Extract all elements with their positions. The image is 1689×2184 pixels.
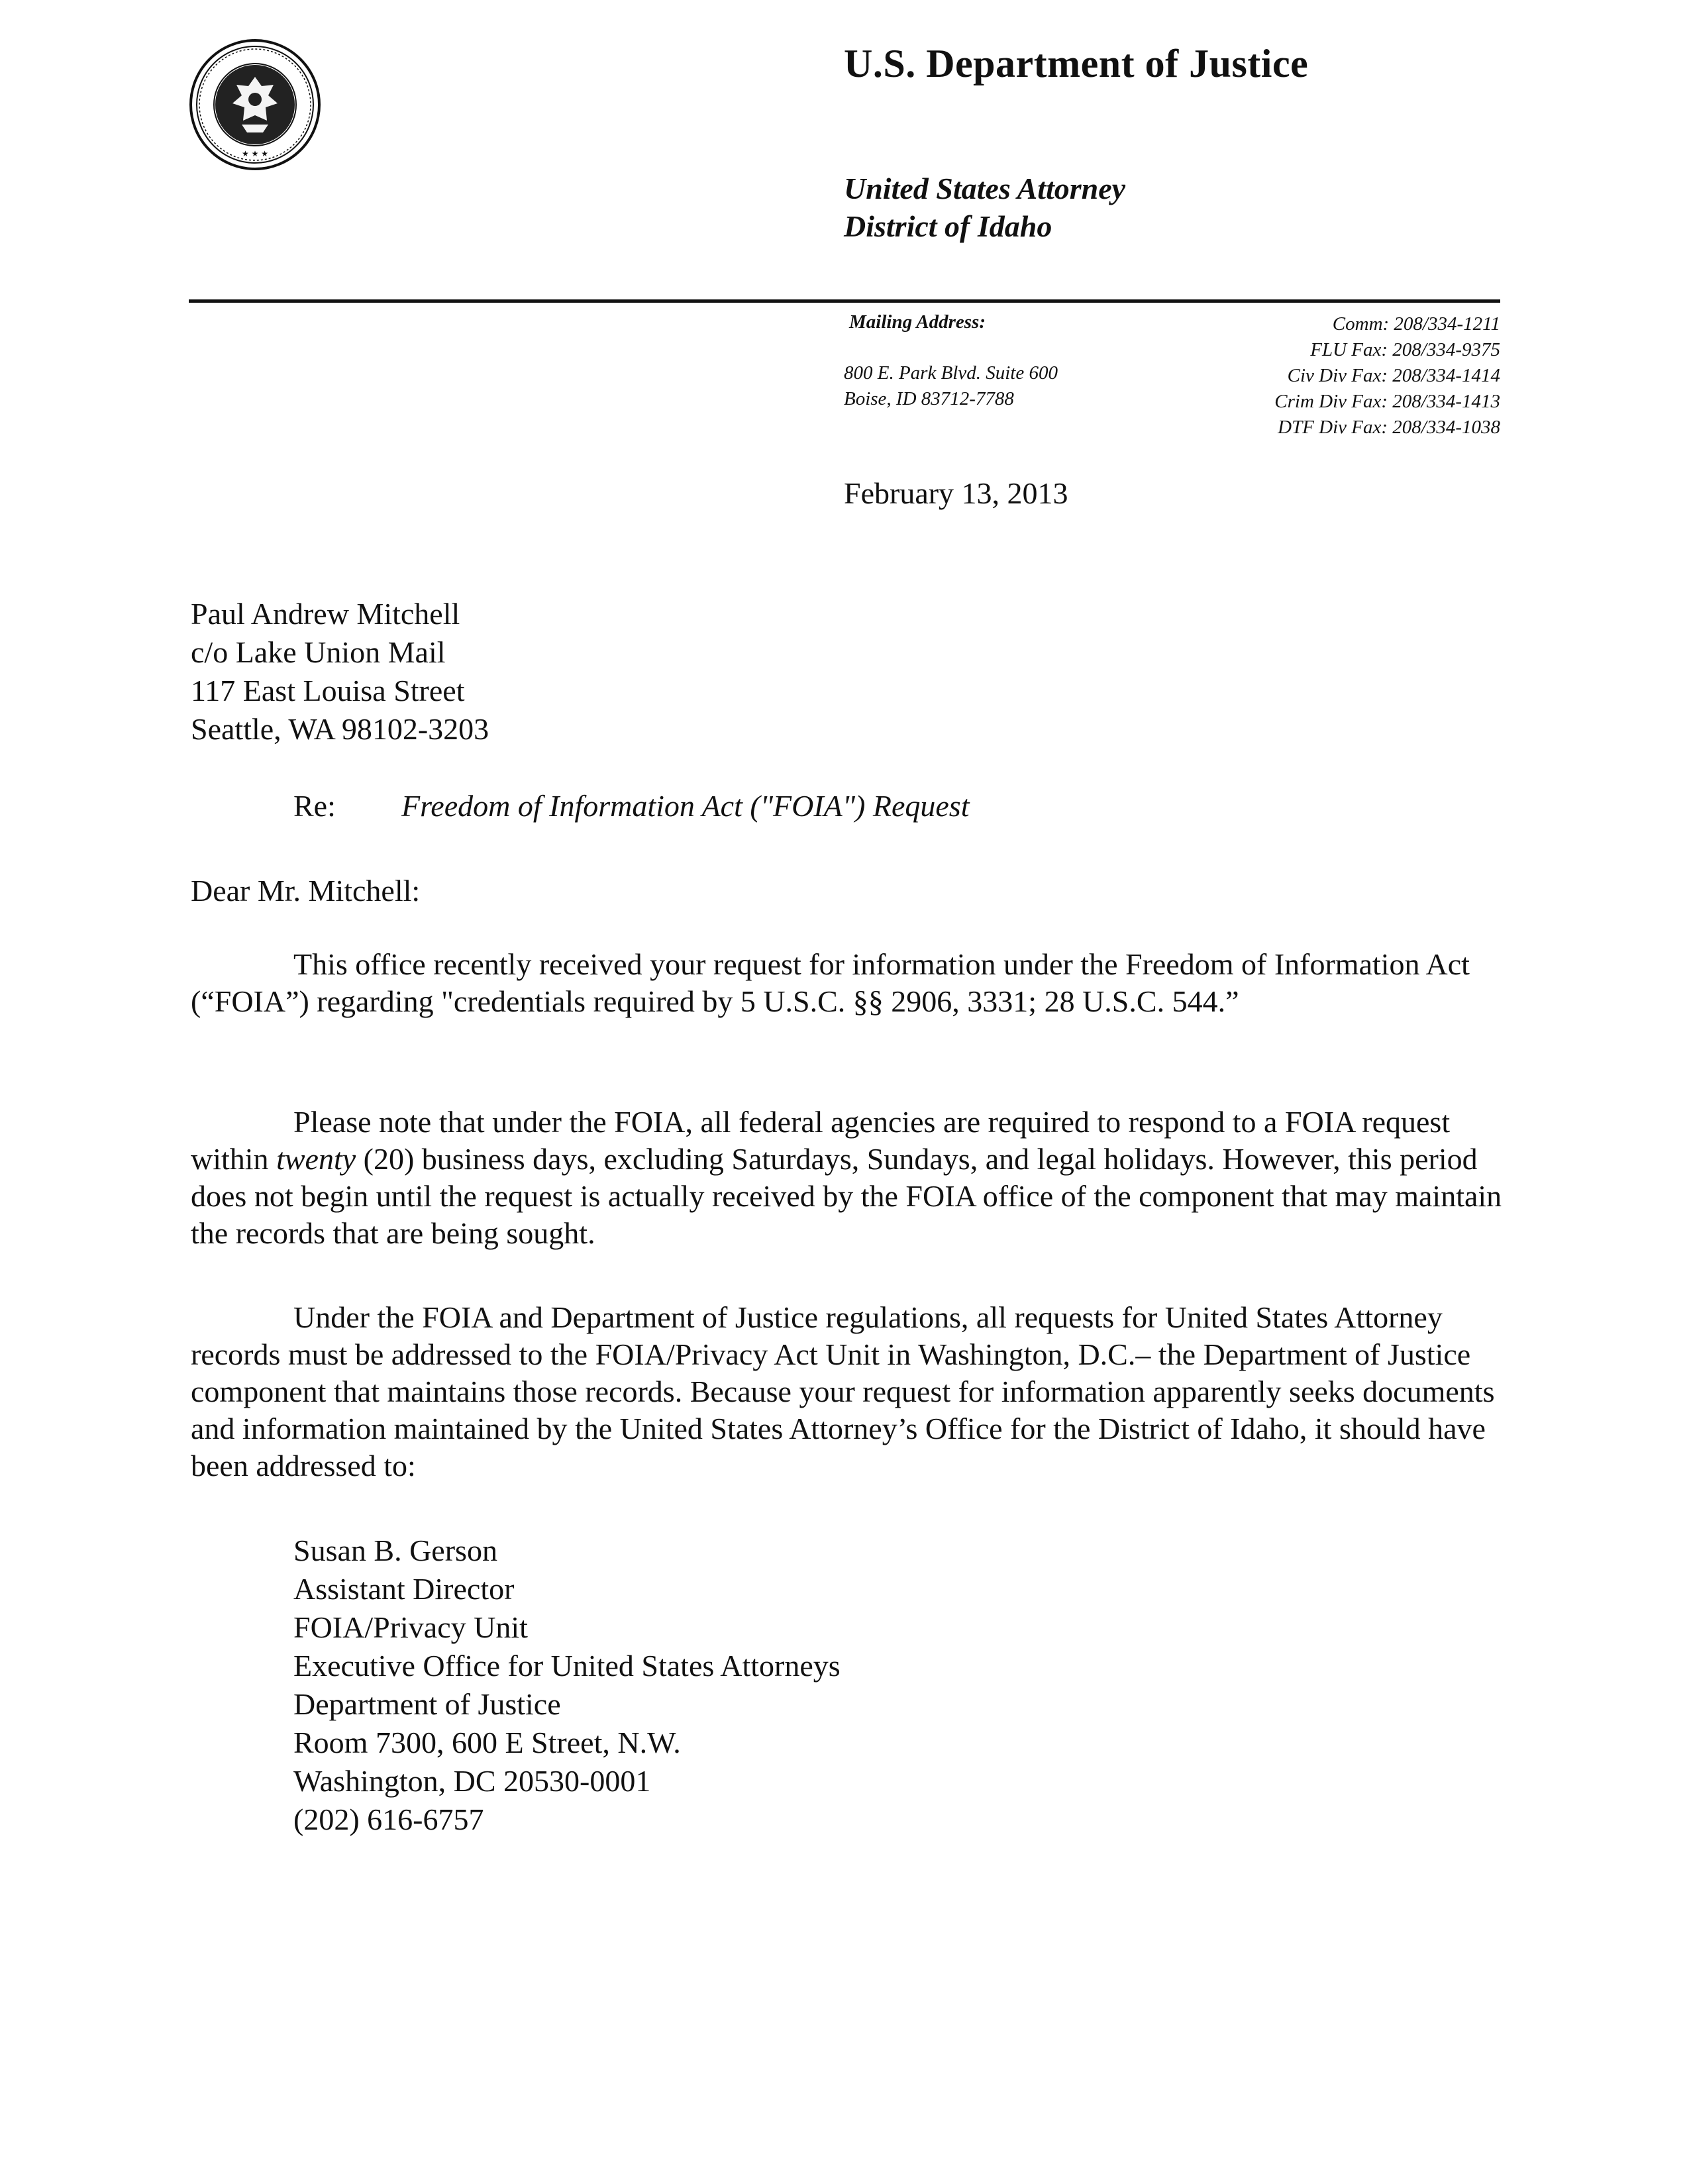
body-paragraph-3 xyxy=(191,1299,1509,1484)
contact-numbers xyxy=(1126,311,1500,441)
contact-block-line: FOIA/Privacy Unit xyxy=(293,1610,528,1644)
department-name: U.S. Department of Justice xyxy=(844,42,1309,85)
letter-date: February 13, 2013 xyxy=(844,476,1068,510)
doj-seal-logo xyxy=(189,38,321,171)
mailing-address xyxy=(844,360,1058,412)
contact-line: DTF Div Fax: 208/334-1038 xyxy=(1278,417,1500,438)
contact-block-line: (202) 616-6757 xyxy=(293,1802,484,1836)
mailing-address-label: Mailing Address: xyxy=(849,311,986,333)
svg-text:★ ★ ★: ★ ★ ★ xyxy=(242,149,268,158)
address-line: Boise, ID 83712-7788 xyxy=(844,388,1014,409)
contact-block-line: Room 7300, 600 E Street, N.W. xyxy=(293,1726,681,1759)
paragraph-text-end: (20) business days, excluding Saturdays, Sundays, and legal holidays. However, this period does not begin until the request is actually received by the FOIA office of the component that may maintain the records that are being sought. xyxy=(191,1142,1502,1250)
paragraph-text: This office recently received your request for information under the Freedom of Information Act (“FOIA”) regarding "credentials required by 5 U.S.C. §§ 2906, 3331; 28 U.S.C. 544.” xyxy=(191,947,1470,1018)
contact-block-line: Assistant Director xyxy=(293,1572,515,1606)
contact-line: Civ Div Fax: 208/334-1414 xyxy=(1287,365,1500,386)
emphasis-twenty: twenty xyxy=(276,1142,356,1176)
recipient-address xyxy=(191,595,489,749)
contact-block-line: Washington, DC 20530-0001 xyxy=(293,1764,651,1798)
recipient-line: 117 East Louisa Street xyxy=(191,674,465,707)
re-subject: Freedom of Information Act ("FOIA") Request xyxy=(401,789,970,823)
body-paragraph-2 xyxy=(191,1104,1509,1252)
address-line: 800 E. Park Blvd. Suite 600 xyxy=(844,362,1058,384)
paragraph-text xyxy=(191,1104,1509,1252)
paragraph-text: Under the FOIA and Department of Justice regulations, all requests for United States Attorney records must be addressed to the FOIA/Privacy Act Unit in Washington, D.C.– the Department of Justice component that maintains those records. Because your request for information apparently seeks documents and information maintained by the United States Attorney’s Office for the District of Idaho, it should have been addressed to: xyxy=(191,1300,1495,1482)
recipient-line: Paul Andrew Mitchell xyxy=(191,597,460,631)
paragraph-text-start: Please note that under the FOIA, all federal agencies are required to respond to a FOIA request within xyxy=(191,1105,1451,1176)
recipient-line: Seattle, WA 98102-3203 xyxy=(191,712,489,746)
office-district: District of Idaho xyxy=(844,209,1052,243)
body-paragraph-1 xyxy=(191,946,1509,1020)
contact-line: Crim Div Fax: 208/334-1413 xyxy=(1274,391,1500,412)
contact-block-line: Susan B. Gerson xyxy=(293,1534,497,1567)
salutation: Dear Mr. Mitchell: xyxy=(191,874,421,908)
recipient-line: c/o Lake Union Mail xyxy=(191,635,446,669)
contact-line: FLU Fax: 208/334-9375 xyxy=(1310,339,1500,360)
contact-line: Comm: 208/334-1211 xyxy=(1332,313,1500,335)
contact-block-line: Department of Justice xyxy=(293,1687,561,1721)
re-label: Re: xyxy=(293,789,336,823)
contact-block-line: Executive Office for United States Attorneys xyxy=(293,1649,841,1683)
header-divider xyxy=(189,299,1500,303)
office-title: United States Attorney xyxy=(844,172,1126,205)
foia-contact-address xyxy=(293,1532,841,1839)
